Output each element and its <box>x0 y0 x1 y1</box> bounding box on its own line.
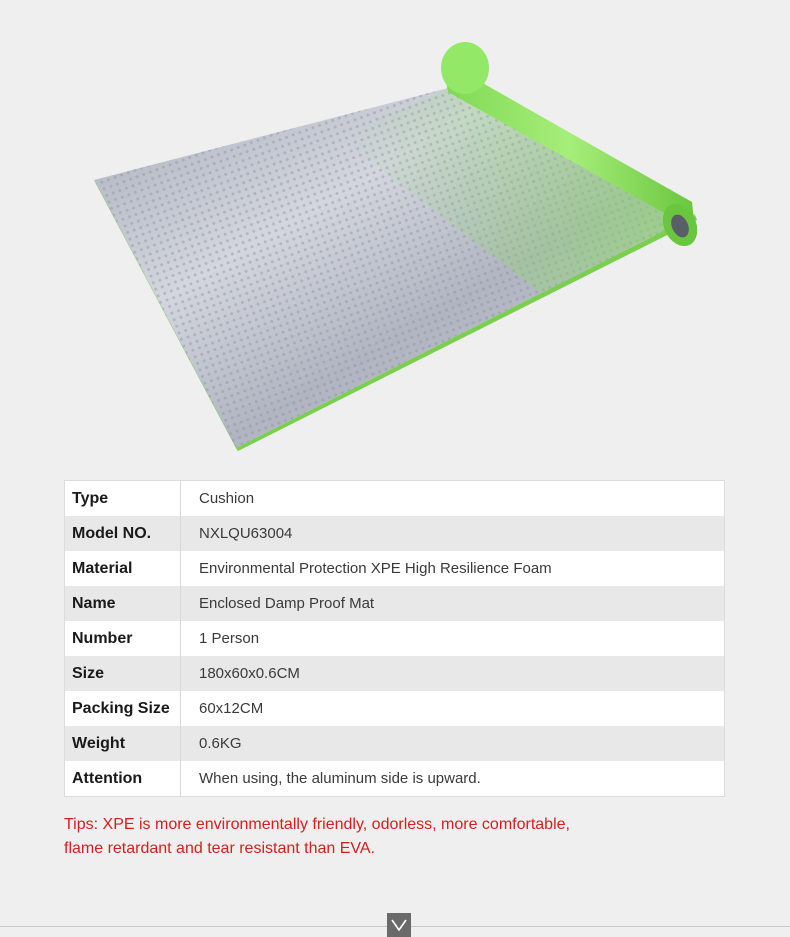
spec-row <box>65 761 725 797</box>
chevron-down-icon <box>391 919 407 931</box>
spec-key: Name <box>65 586 181 621</box>
spec-key: Model NO. <box>65 516 181 551</box>
tips-text <box>64 813 624 861</box>
spec-key: Weight <box>65 726 181 761</box>
spec-key: Number <box>65 621 181 656</box>
spec-key: Material <box>65 551 181 586</box>
spec-row <box>65 481 725 517</box>
spec-value: 180x60x0.6CM <box>181 656 725 691</box>
spec-key: Packing Size <box>65 691 181 726</box>
product-image-foam-mat <box>80 30 720 460</box>
spec-row <box>65 551 725 586</box>
spec-value: Environmental Protection XPE High Resilience Foam <box>181 551 725 586</box>
spec-value: 1 Person <box>181 621 725 656</box>
spec-value: 0.6KG <box>181 726 725 761</box>
tips-line-1: Tips: XPE is more environmentally friendly, odorless, more comfortable, <box>64 816 570 833</box>
tips-line-2: flame retardant and tear resistant than EVA. <box>64 840 375 857</box>
spec-value: Enclosed Damp Proof Mat <box>181 586 725 621</box>
spec-row <box>65 516 725 551</box>
spec-value: When using, the aluminum side is upward. <box>181 761 725 797</box>
spec-value: NXLQU63004 <box>181 516 725 551</box>
spec-value: 60x12CM <box>181 691 725 726</box>
spec-table <box>64 480 725 797</box>
spec-row <box>65 621 725 656</box>
spec-row <box>65 656 725 691</box>
scroll-down-button[interactable] <box>387 913 411 937</box>
spec-key: Attention <box>65 761 181 797</box>
spec-key: Type <box>65 481 181 517</box>
spec-row <box>65 726 725 761</box>
spec-row <box>65 586 725 621</box>
spec-value: Cushion <box>181 481 725 517</box>
spec-row <box>65 691 725 726</box>
spec-key: Size <box>65 656 181 691</box>
